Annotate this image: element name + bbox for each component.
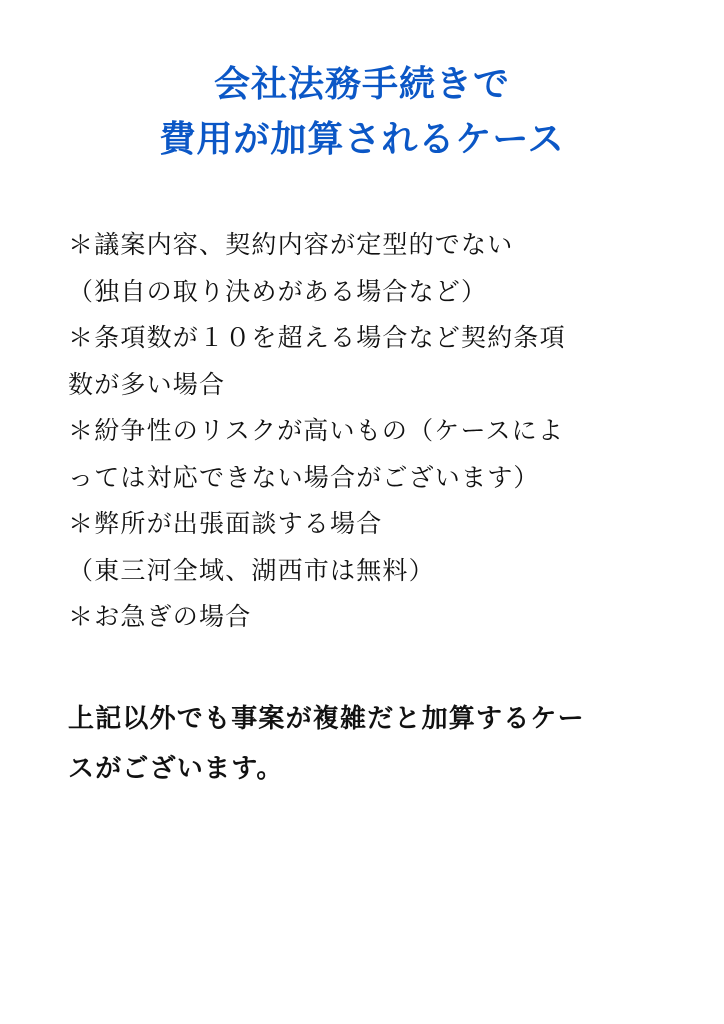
list-item: っては対応できない場合がございます） xyxy=(68,462,540,492)
list-item: ＊議案内容、契約内容が定型的でない xyxy=(68,230,514,259)
list-item: ＊条項数が１０を超える場合など契約条項 xyxy=(68,323,566,352)
list-item: ＊弊所が出張面談する場合 xyxy=(68,509,383,538)
list-item: （独自の取り決めがある場合など） xyxy=(68,276,488,306)
closing-note xyxy=(68,694,668,794)
list-item: 数が多い場合 xyxy=(68,369,226,399)
page-title xyxy=(0,57,724,167)
list-item: （東三河全域、湖西市は無料） xyxy=(68,555,435,585)
fee-case-list xyxy=(68,222,668,641)
title-line-2: 費用が加算されるケース xyxy=(159,119,565,160)
list-item: ＊お急ぎの場合 xyxy=(68,602,252,631)
title-line-1: 会社法務手続きで xyxy=(213,64,510,105)
closing-line-1: 上記以外でも事案が複雑だと加算するケー xyxy=(68,704,585,734)
closing-line-2: スがございます。 xyxy=(68,754,284,784)
list-item: ＊紛争性のリスクが高いもの（ケースによ xyxy=(68,416,565,445)
